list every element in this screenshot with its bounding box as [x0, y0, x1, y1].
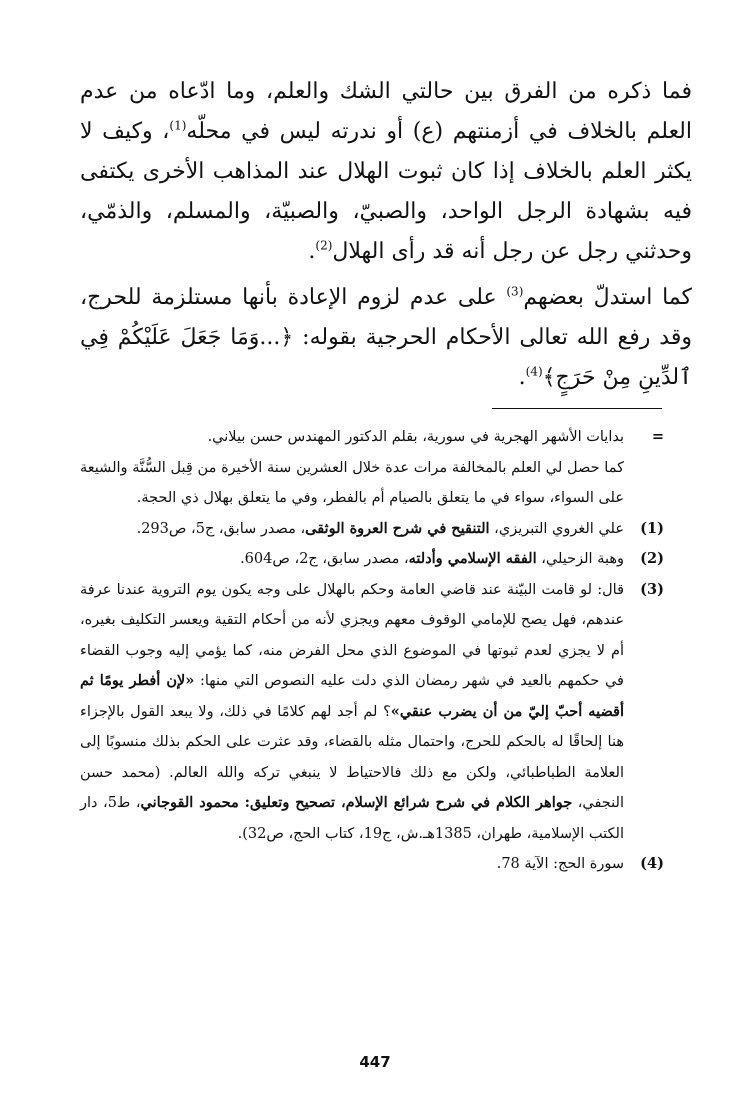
footnote-2 — [80, 544, 664, 575]
footnote-4-number: (4) — [640, 855, 664, 872]
paragraph-1 — [80, 72, 692, 272]
footnote-4 — [80, 849, 664, 880]
footnote-ref-2[interactable]: (2) — [315, 238, 333, 253]
paragraph-1-text-a: فما ذكره من الفرق بين حالتي الشك والعلم، وما ادّعاه من عدم العلم بالخلاف في أزمنتهم (ع) أو ندرته ليس في محلّه — [80, 79, 692, 144]
footnote-1-details: ، مصدر سابق، ج5، ص293. — [136, 520, 306, 537]
footnote-3 — [80, 575, 664, 850]
main-text — [80, 72, 692, 398]
paragraph-2-text-c: . — [518, 365, 526, 390]
footnote-3-number: (3) — [640, 580, 664, 598]
footnote-2-details: ، مصدر سابق، ج2، ص604. — [240, 551, 409, 567]
footnote-3-text-b: ؟ لم أجد لهم كلامًا في ذلك، ولا يبعد القول بالإجزاء هنا إلحاقًا له بالحكم للحرج، واحتمال مثله بالقضاء، وقد عثرت على الحكم بذلك منسوبًا إلى العلامة الطباطبائي، ولكن مع ذلك فالاحتياط لا ينبغي تركه والله العالم. (محمد حسن النجفي، — [80, 703, 624, 811]
footnote-continued-marker: = — [651, 428, 664, 445]
footnote-3-text-a: قال: لو قامت البيّنة عند قاضي العامة وحكم بالهلال على وجه يكون يوم التروية عندنا عرفة عندهم، فهل يصح للإمامي الوقوف معهم ويجزي لأنه من أحكام التقية ويعسر التكليف بغيره، أم لا يجزي لعدم ثبوتها في الموضوع الذي محل الفرض منه، كما يؤمي إليه وجوب القضاء في حكمهم بالعيد في شهر رمضان الذي دلت عليه النصوص التي منها: — [80, 581, 624, 689]
footnote-3-details: ، ط5، دار الكتب الإسلامية، طهران، 1385هـ.ش، ج19، كتاب الحج، ص32). — [80, 795, 624, 842]
paragraph-2-text-a: كما استدلّ بعضهم — [523, 285, 692, 310]
paragraph-2 — [80, 278, 692, 398]
footnote-1-author: علي الغروي التبريزي، — [489, 520, 624, 537]
footnote-4-text: سورة الحج: الآية 78. — [496, 856, 624, 872]
paragraph-1-text-b: ، وكيف لا يكثر العلم بالخلاف إذا كان ثبوت الهلال عند المذاهب الأخرى يكتفى فيه بشهادة الرجل الواحد، والصبيّ، والصبيّة، والمسلم، والذمّي، وحدثني رجل عن رجل أنه قد رأى الهلال — [80, 119, 692, 264]
footnote-continued-line-2: كما حصل لي العلم بالمخالفة مرات عدة خلال العشرين سنة الأخيرة من قِبل السُّنَّة والشيعة على السواء، سواء في ما يتعلق بالصيام أم بالفطر، وفي ما يتعلق بهلال ذي الحجة. — [80, 459, 624, 506]
footnote-3-quote: «لإن أفطر يومًا ثم أقضيه أحبّ إليّ من أن يضرب عنقي» — [80, 672, 624, 720]
footnote-ref-4[interactable]: (4) — [525, 364, 543, 379]
footnote-2-title: الفقه الإسلامي وأدلته — [408, 550, 537, 567]
footnote-2-number: (2) — [640, 550, 664, 567]
footnote-ref-3[interactable]: (3) — [506, 284, 524, 299]
footnote-continued-line-1: بدايات الأشهر الهجرية في سورية، بقلم الدكتور المهندس حسن بيلاني. — [207, 429, 624, 445]
footnote-1 — [80, 514, 664, 545]
paragraph-2-text-b: على عدم لزوم الإعادة بأنها مستلزمة للحرج، وقد رفع الله تعالى الأحكام الحرجية بقوله: ﴿...وَمَا جَعَلَ عَلَيْكُمْ فِي ٱلدِّينِ مِنْ حَرَجٍ﴾ — [80, 285, 692, 390]
footnotes — [80, 422, 664, 880]
page-number: 447 — [359, 1053, 391, 1071]
footnote-continued — [80, 422, 664, 514]
footnote-1-title: التنقيح في شرح العروة الوثقى — [305, 519, 490, 537]
footnote-1-number: (1) — [640, 519, 664, 537]
paragraph-1-text-c: . — [308, 239, 316, 264]
footnote-3-title: جواهر الكلام في شرح شرائع الإسلام، تصحيح وتعليق: محمود القوجاني — [140, 794, 573, 811]
footnote-separator — [492, 408, 662, 409]
footnote-2-author: وهبة الزحيلي، — [536, 551, 624, 567]
footnote-ref-1[interactable]: (1) — [169, 118, 187, 133]
